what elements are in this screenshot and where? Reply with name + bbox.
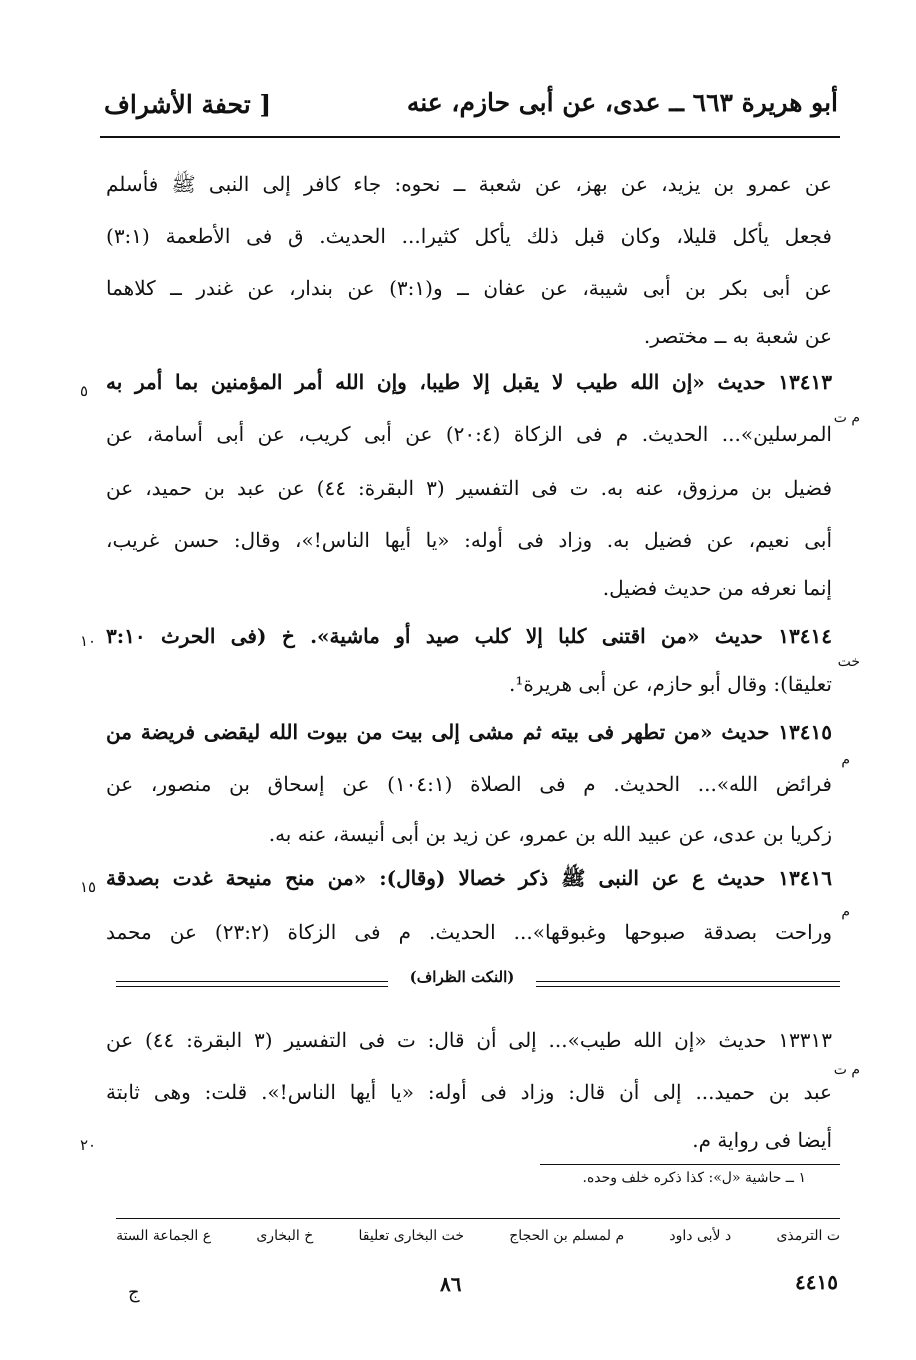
hadith-range: ٤٤١٥ [795, 1270, 838, 1294]
body-line: المرسلين»... الحديث. م فى الزكاة (٢٠:٤) عن أبى كريب، عن أبى أسامة، عن [106, 422, 832, 446]
margin-line-number: ٢٠ [80, 1136, 97, 1154]
separator-rule [536, 986, 840, 987]
note-line: ١٣٣١٣ حديث «إن الله طيب»... إلى أن قال: ت فى التفسير (٣ البقرة: ٤٤) عن [106, 1028, 832, 1052]
margin-symbol: م ت [833, 410, 860, 426]
body-line: إنما نعرفه من حديث فضيل. [602, 576, 832, 600]
margin-line-number: ١٥ [80, 878, 97, 896]
hadith-13413-line: ١٣٤١٣ حديث «إن الله طيب لا يقبل إلا طيبا، وإن الله أمر المؤمنين بما أمر به [106, 370, 832, 394]
hadith-13414-line: ١٣٤١٤ حديث «من اقتنى كلبا إلا كلب صيد أو ماشية». خ (فى الحرث ٣:١٠ [106, 624, 833, 648]
footnote-rule [540, 1164, 840, 1165]
separator-title: (النكت الظراف) [409, 968, 515, 986]
body-line: عن شعبة به ــ مختصر. [643, 324, 832, 348]
legend-item: د لأبى داود [669, 1228, 732, 1244]
margin-line-number: ١٠ [80, 632, 97, 650]
page-number: ٨٦ [440, 1272, 462, 1296]
separator-rule [116, 981, 388, 982]
legend-item: م لمسلم بن الحجاج [509, 1228, 625, 1244]
body-line: عن عمرو بن يزيد، عن بهز، عن شعبة ــ نحوه: جاء كافر إلى النبى ﷺ فأسلم [106, 172, 832, 196]
separator-rule [116, 986, 388, 987]
separator-rule [536, 981, 840, 982]
margin-symbol: م ت [833, 1062, 860, 1078]
running-header-title: أبو هريرة ٦٦٣ ــ عدى، عن أبى حازم، عنه [406, 88, 838, 117]
running-header-book: [ تحفة الأشراف [104, 90, 272, 119]
hadith-13415-line: ١٣٤١٥ حديث «من تطهر فى بيته ثم مشى إلى بيت من بيوت الله ليقضى فريضة من [106, 720, 832, 744]
body-line: أبى نعيم، عن فضيل به. وزاد فى أوله: «يا أيها الناس!»، وقال: حسن غريب، [106, 528, 832, 552]
margin-symbol: خت [837, 654, 860, 670]
body-line: تعليقا): وقال أبو حازم، عن أبى هريرة¹. [508, 672, 832, 696]
body-line: فرائض الله»... الحديث. م فى الصلاة (١٠٤:١) عن إسحاق بن منصور، عن [106, 772, 832, 796]
legend-item: خ البخارى [256, 1228, 314, 1244]
footnote: ١ ــ حاشية «ل»: كذا ذكره خلف وحده. [582, 1170, 806, 1186]
legend-item: خت البخارى تعليقا [358, 1228, 465, 1244]
margin-line-number: ٥ [80, 382, 89, 400]
note-line: عبد بن حميد... إلى أن قال: وزاد فى أوله: «يا أيها الناس!». قلت: وهى ثابتة [106, 1080, 832, 1104]
legend-rule [116, 1218, 840, 1219]
body-line: زكريا بن عدى، عن عبيد الله بن عمرو، عن زيد بن أبى أنيسة، عنه به. [268, 822, 832, 846]
hadith-13416-line: ١٣٤١٦ حديث ع عن النبى ﷺ ذكر خصالا (وقال): «من منح منيحة غدت بصدقة [106, 866, 832, 890]
body-line: عن أبى بكر بن أبى شيبة، عن عفان ــ و(٣:١) عن بندار، عن غندر ــ كلاهما [106, 276, 833, 300]
header-rule [100, 136, 840, 138]
note-line: أيضا فى رواية م. [692, 1128, 832, 1152]
body-line: وراحت بصدقة صبوحها وغبوقها»... الحديث. م فى الزكاة (٢٣:٢) عن محمد [106, 920, 833, 944]
body-line: فجعل يأكل قليلا، وكان قبل ذلك يأكل كثيرا... الحديث. ق فى الأطعمة (٣:١) [106, 224, 832, 248]
margin-symbol: م [841, 752, 850, 768]
body-line: فضيل بن مرزوق، عنه به. ت فى التفسير (٣ البقرة: ٤٤) عن عبد بن حميد، عن [106, 476, 833, 500]
signature-mark: ج [128, 1282, 140, 1303]
legend-item: ع الجماعة الستة [116, 1228, 212, 1244]
margin-symbol: م [841, 904, 850, 920]
sigla-legend [116, 1228, 840, 1244]
legend-item: ت الترمذى [776, 1228, 840, 1244]
